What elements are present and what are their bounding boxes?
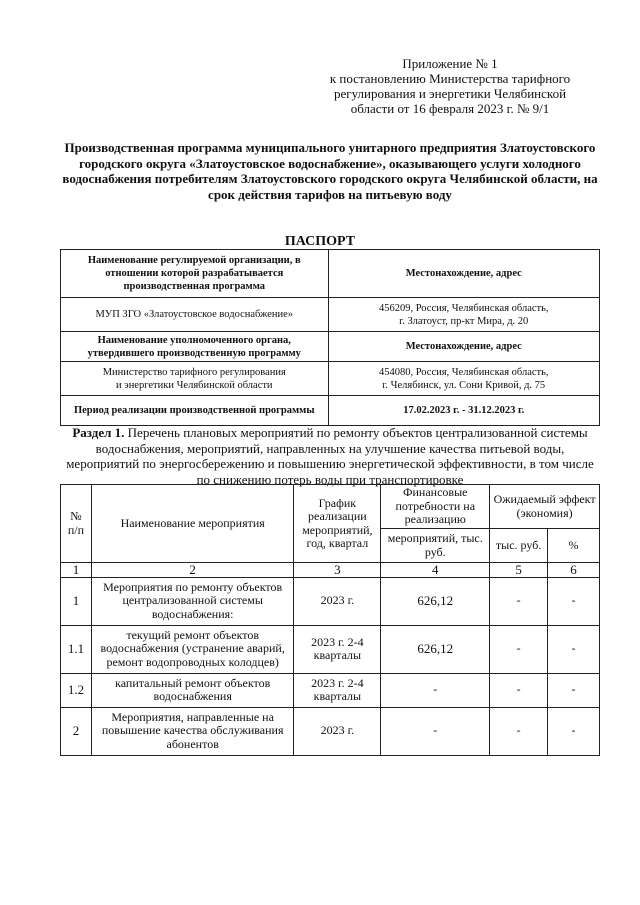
row-name: текущий ремонт объектов водоснабжения (устранение аварий, ремонт водопроводных колодцев) bbox=[91, 625, 293, 673]
header-finance: Финансовые потребности на реализацию bbox=[381, 485, 490, 529]
authority-header: Наименование уполномоченного органа, утвердившего производственную программу bbox=[61, 332, 329, 362]
header-effect-rub: тыс. руб. bbox=[490, 529, 548, 563]
org-address bbox=[328, 298, 600, 332]
row-num: 1 bbox=[61, 577, 92, 625]
column-number: 6 bbox=[548, 563, 600, 578]
row-name: капитальный ремонт объектов водоснабжения bbox=[91, 673, 293, 707]
row-finance: 626,12 bbox=[381, 625, 490, 673]
org-header: Наименование регулируемой организации, в отношении которой разрабатывается производственная программа bbox=[61, 250, 329, 298]
org-address-line-1: 456209, Россия, Челябинская область, bbox=[378, 302, 549, 314]
row-effect-pct: - bbox=[548, 625, 600, 673]
column-number: 4 bbox=[381, 563, 490, 578]
column-number: 3 bbox=[294, 563, 381, 578]
appendix-line-1: Приложение № 1 bbox=[402, 56, 498, 71]
document-title: Производственная программа муниципального унитарного предприятия Златоустовского городского округа «Златоустовское водоснабжение», оказывающего услуги холодного водоснабжения потребителям Златоустовского городского округа Челябинской области, на срок действия тарифов на питьевую воду bbox=[62, 140, 598, 202]
table-row bbox=[61, 707, 600, 755]
row-effect-rub: - bbox=[490, 707, 548, 755]
column-number: 1 bbox=[61, 563, 92, 578]
location-header-2: Местонахождение, адрес bbox=[328, 332, 600, 362]
appendix-line-3: регулирования и энергетики Челябинской bbox=[333, 86, 567, 101]
period-value: 17.02.2023 г. - 31.12.2023 г. bbox=[328, 396, 600, 426]
appendix-line-2: к постановлению Министерства тарифного bbox=[329, 71, 571, 86]
row-effect-pct: - bbox=[548, 673, 600, 707]
column-number: 2 bbox=[91, 563, 293, 578]
row-name: Мероприятия по ремонту объектов централизованной системы водоснабжения: bbox=[91, 577, 293, 625]
row-effect-rub: - bbox=[490, 625, 548, 673]
authority-name-line-1: Министерство тарифного регулирования bbox=[102, 366, 286, 378]
header-num: № п/п bbox=[61, 485, 92, 563]
measures-table bbox=[60, 484, 600, 756]
section-1-text: Перечень плановых мероприятий по ремонту объектов централизованной системы водоснабжения, мероприятий, направленных на улучшение качества питьевой воды, мероприятий по энергосбережению и повышению энергетической эффективности, в том числе по снижению потерь воды при транспортировке bbox=[66, 425, 594, 487]
authority-name-line-2: и энергетики Челябинской области bbox=[115, 379, 273, 391]
authority-address bbox=[328, 362, 600, 396]
row-effect-pct: - bbox=[548, 707, 600, 755]
row-schedule: 2023 г. 2-4 кварталы bbox=[294, 673, 381, 707]
table-row bbox=[61, 673, 600, 707]
column-numbers-row bbox=[61, 563, 600, 578]
period-label: Период реализации производственной программы bbox=[61, 396, 329, 426]
row-finance: - bbox=[381, 673, 490, 707]
authority-address-line-2: г. Челябинск, ул. Сони Кривой, д. 75 bbox=[382, 379, 546, 391]
header-name: Наименование мероприятия bbox=[91, 485, 293, 563]
section-1-label: Раздел 1. bbox=[72, 425, 125, 440]
org-name: МУП ЗГО «Златоустовское водоснабжение» bbox=[61, 298, 329, 332]
row-finance: - bbox=[381, 707, 490, 755]
appendix-block bbox=[300, 56, 600, 116]
row-effect-rub: - bbox=[490, 577, 548, 625]
header-effect: Ожидаемый эффект (экономия) bbox=[490, 485, 600, 529]
passport-table bbox=[60, 249, 600, 426]
org-address-line-2: г. Златоуст, пр-кт Мира, д. 20 bbox=[399, 315, 529, 327]
table-row bbox=[61, 577, 600, 625]
row-effect-pct: - bbox=[548, 577, 600, 625]
row-num: 2 bbox=[61, 707, 92, 755]
column-number: 5 bbox=[490, 563, 548, 578]
row-finance: 626,12 bbox=[381, 577, 490, 625]
header-finance-unit: мероприятий, тыс. руб. bbox=[381, 529, 490, 563]
table-row bbox=[61, 625, 600, 673]
authority-name bbox=[61, 362, 329, 396]
header-effect-pct: % bbox=[548, 529, 600, 563]
passport-heading: ПАСПОРТ bbox=[284, 234, 356, 249]
location-header: Местонахождение, адрес bbox=[328, 250, 600, 298]
authority-address-line-1: 454080, Россия, Челябинская область, bbox=[378, 366, 549, 378]
row-schedule: 2023 г. bbox=[294, 707, 381, 755]
row-effect-rub: - bbox=[490, 673, 548, 707]
section-1-heading bbox=[60, 425, 600, 487]
row-name: Мероприятия, направленные на повышение качества обслуживания абонентов bbox=[91, 707, 293, 755]
row-num: 1.2 bbox=[61, 673, 92, 707]
row-schedule: 2023 г. 2-4 кварталы bbox=[294, 625, 381, 673]
row-num: 1.1 bbox=[61, 625, 92, 673]
appendix-line-4: области от 16 февраля 2023 г. № 9/1 bbox=[350, 101, 550, 116]
row-schedule: 2023 г. bbox=[294, 577, 381, 625]
header-schedule: График реализации мероприятий, год, квартал bbox=[294, 485, 381, 563]
